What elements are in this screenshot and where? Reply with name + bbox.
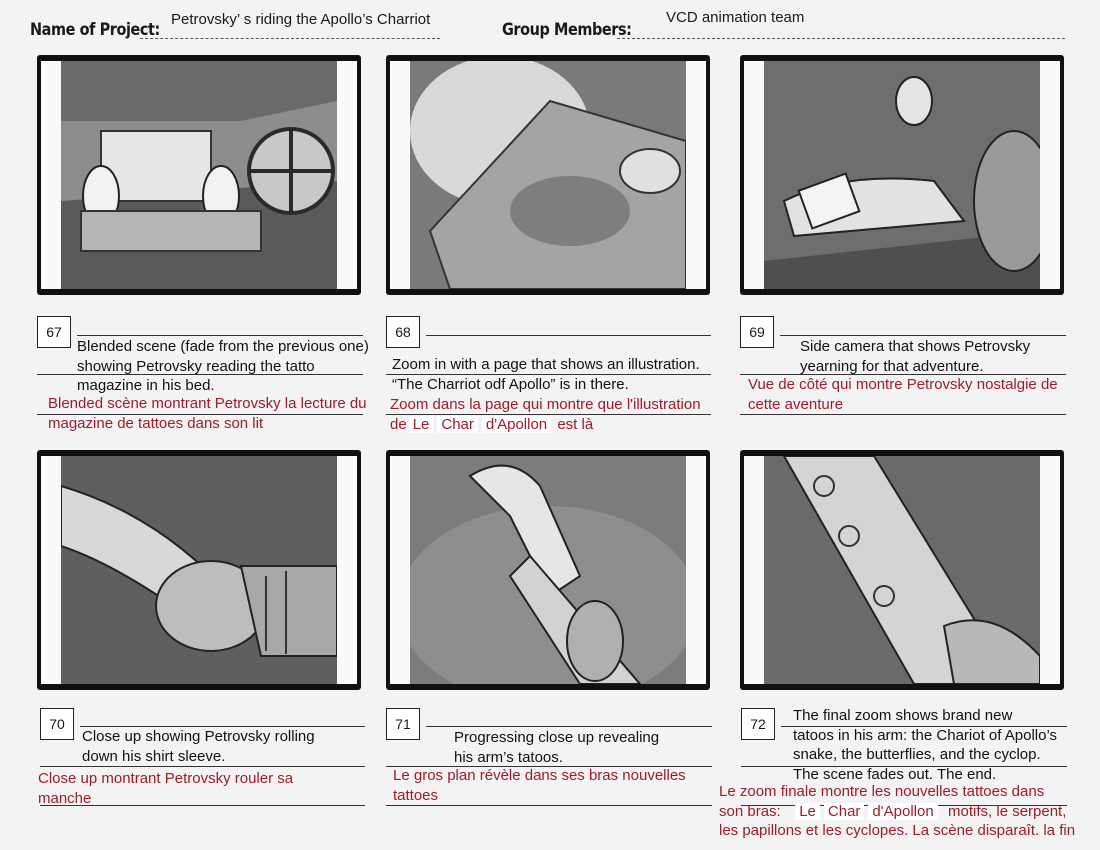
storyboard-frame-69	[740, 55, 1064, 295]
storyboard-frame-72	[740, 450, 1064, 690]
scene-67-french: Blended scène montrant Petrovsky la lecture du magazine de tattoes dans son lit	[48, 395, 367, 432]
sketch-magazine-page	[410, 61, 686, 289]
scene-69-description: Side camera that shows Petrovsky yearning for that adventure.	[800, 338, 1031, 375]
sketch-bed-reading	[61, 61, 337, 289]
storyboard-frame-68	[386, 55, 710, 295]
project-name-label: Name of Project:	[30, 20, 160, 40]
scene-68-description: Zoom in with a page that shows an illustration. “The Charriot odf Apollo” is in there.	[392, 356, 700, 393]
storyboard-frame-71	[386, 450, 710, 690]
scene-number-72: 72	[741, 708, 775, 740]
scene-number-70: 70	[40, 708, 74, 740]
scene-69-french: Vue de côté qui montre Petrovsky nostalgie de cette aventure	[748, 376, 1058, 413]
sketch-side-view	[764, 61, 1040, 289]
scene-number-68: 68	[386, 316, 420, 348]
scene-number-67: 67	[37, 316, 71, 348]
storyboard-frame-70	[37, 450, 361, 690]
scene-70-french: Close up montrant Petrovsky rouler sa manche	[38, 770, 294, 807]
project-name-line	[140, 38, 440, 39]
scene-number-69: 69	[740, 316, 774, 348]
scene-67-description: Blended scene (fade from the previous one) showing Petrovsky reading the tatto magazine in his bed.	[77, 338, 369, 394]
sketch-sleeve-roll	[61, 456, 337, 684]
scene-72-french: Le zoom finale montre les nouvelles tattoes dans son bras: Le Char d'Apollon motifs, le serpent, les papillons et les cyclopes. La scène disparaît. la fin	[719, 783, 1076, 839]
sketch-final-tattoos	[764, 456, 1040, 684]
group-members-line	[617, 38, 1065, 39]
group-members-value: VCD animation team	[666, 9, 805, 26]
project-name-value: Petrovsky’ s riding the Apollo’s Charriot	[171, 11, 431, 28]
sketch-arm-tattoo	[410, 456, 686, 684]
scene-number-71: 71	[386, 708, 420, 740]
storyboard-frame-67	[37, 55, 361, 295]
scene-71-description: Progressing close up revealing his arm’s tatoos.	[454, 729, 660, 766]
group-members-label: Group Members:	[502, 20, 632, 40]
scene-70-description: Close up showing Petrovsky rolling down his shirt sleeve.	[82, 728, 315, 765]
scene-71-french: Le gros plan révèle dans ses bras nouvelles tattoes	[393, 767, 686, 804]
scene-72-description: The final zoom shows brand new tatoos in his arm: the Chariot of Apollo’s snake, the butterflies, and the cyclop. The scene fades out. The end.	[793, 707, 1058, 783]
scene-68-french: Zoom dans la page qui montre que l'illustration de Le Char d'Apollon est là	[390, 396, 701, 433]
